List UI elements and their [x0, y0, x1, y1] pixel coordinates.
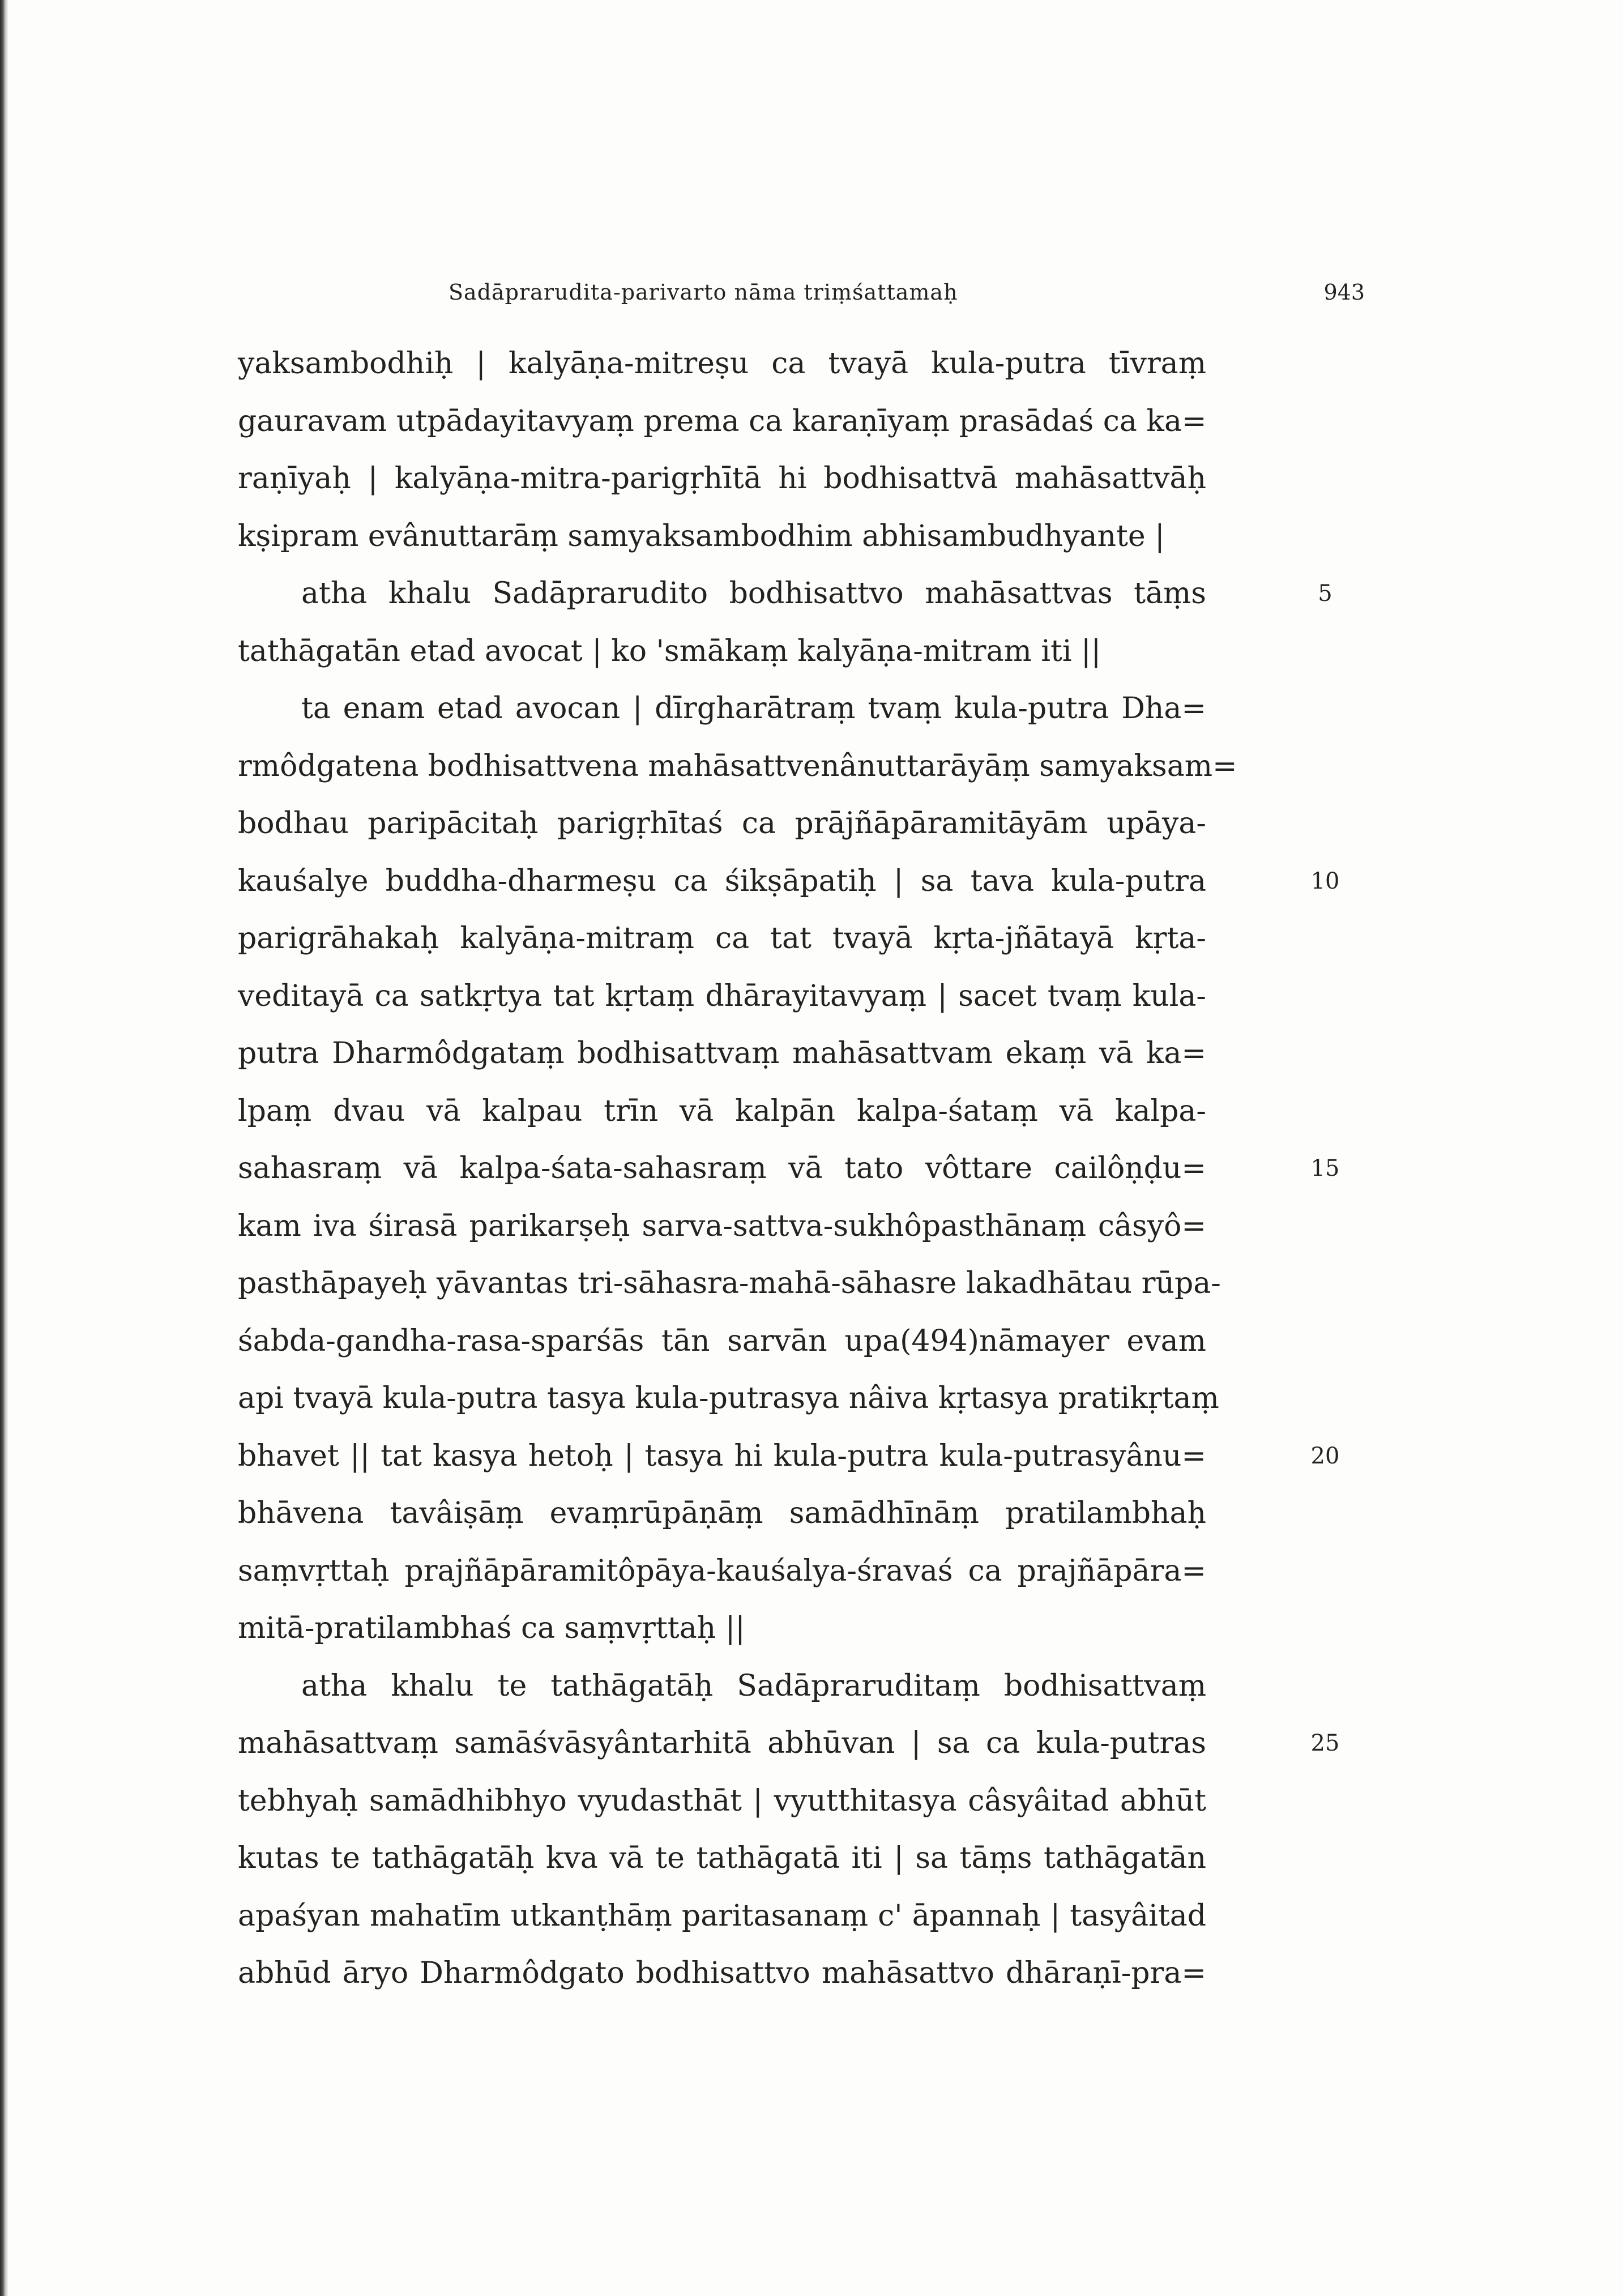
text-line: lpaṃ dvau vā kalpau trīn vā kalpān kalpa-śataṃ vā kalpa-: [238, 1094, 1206, 1128]
text-line: śabda-gandha-rasa-sparśās tān sarvān upa(494)nāmayer evam: [238, 1324, 1206, 1358]
margin-line-number: 20: [1310, 1443, 1340, 1469]
text-line: kṣipram evânuttarāṃ samyaksambodhim abhisambudhyante |: [238, 519, 1165, 553]
text-line: putra Dharmôdgataṃ bodhisattvaṃ mahāsattvam ekaṃ vā ka=: [238, 1036, 1206, 1070]
text-line: saṃvṛttaḥ prajñāpāramitôpāya-kauśalya-śravaś ca prajñāpāra=: [238, 1554, 1206, 1588]
text-line: atha khalu te tathāgatāḥ Sadāpraruditaṃ bodhisattvaṃ: [301, 1668, 1206, 1703]
text-line: api tvayā kula-putra tasya kula-putrasya nâiva kṛtasya pratikṛtaṃ: [238, 1381, 1219, 1415]
text-line: kam iva śirasā parikarṣeḥ sarva-sattva-sukhôpasthānaṃ câsyô=: [238, 1209, 1206, 1243]
text-line: mahāsattvaṃ samāśvāsyântarhitā abhūvan | sa ca kula-putras: [238, 1726, 1206, 1760]
text-line: ta enam etad avocan | dīrgharātraṃ tvaṃ kula-putra Dha=: [301, 692, 1206, 725]
text-line: tathāgatān etad avocat | ko 'smākaṃ kalyāṇa-mitram iti ||: [238, 634, 1101, 668]
text-line: mitā-pratilambhaś ca saṃvṛttaḥ ||: [238, 1611, 745, 1645]
text-line: rmôdgatena bodhisattvena mahāsattvenânuttarāyāṃ samyaksam=: [238, 749, 1237, 783]
text-line: bhavet || tat kasya hetoḥ | tasya hi kula-putra kula-putrasyânu=: [238, 1439, 1206, 1473]
page-spine-edge: [0, 0, 8, 2296]
text-line: raṇīyaḥ | kalyāṇa-mitra-parigṛhītā hi bodhisattvā mahāsattvāḥ: [238, 462, 1206, 496]
text-line: tebhyaḥ samādhibhyo vyudasthāt | vyutthitasya câsyâitad abhūt: [238, 1783, 1206, 1818]
text-line: bhāvena tavâiṣāṃ evaṃrūpāṇāṃ samādhīnāṃ pratilambhaḥ: [238, 1496, 1206, 1530]
margin-line-number: 5: [1318, 581, 1332, 607]
margin-line-number: 25: [1310, 1730, 1340, 1756]
text-line: bodhau paripācitaḥ parigṛhītaś ca prājñāpāramitāyām upāya-: [238, 806, 1206, 840]
text-line: apaśyan mahatīm utkanṭhāṃ paritasanaṃ c' āpannaḥ | tasyâitad: [238, 1898, 1206, 1933]
text-line: yaksambodhiḥ | kalyāṇa-mitreṣu ca tvayā kula-putra tīvraṃ: [238, 347, 1206, 381]
text-line: pasthāpayeḥ yāvantas tri-sāhasra-mahā-sāhasre lakadhātau rūpa-: [238, 1266, 1221, 1300]
text-line: abhūd āryo Dharmôdgato bodhisattvo mahāsattvo dhāraṇī-pra=: [238, 1956, 1206, 1990]
body-text: [238, 335, 1237, 2003]
text-line: kutas te tathāgatāḥ kva vā te tathāgatā iti | sa tāṃs tathāgatān: [238, 1841, 1206, 1875]
margin-line-number: 15: [1310, 1155, 1340, 1181]
text-line: sahasraṃ vā kalpa-śata-sahasraṃ vā tato vôttare cailôṇḍu=: [238, 1151, 1206, 1185]
running-title: Sadāprarudita-parivarto nāma triṃśattamaḥ: [449, 280, 958, 305]
running-head: [238, 280, 1365, 319]
page-number: 943: [1323, 280, 1365, 305]
text-line: kauśalye buddha-dharmeṣu ca śikṣāpatiḥ | sa tava kula-putra: [238, 864, 1206, 898]
text-line: gauravam utpādayitavyaṃ prema ca karaṇīyaṃ prasādaś ca ka=: [238, 404, 1207, 438]
margin-line-number: 10: [1310, 868, 1340, 894]
text-line: atha khalu Sadāprarudito bodhisattvo mahāsattvas tāṃs: [301, 577, 1206, 611]
text-line: parigrāhakaḥ kalyāṇa-mitraṃ ca tat tvayā kṛta-jñātayā kṛta-: [238, 921, 1206, 955]
text-line: veditayā ca satkṛtya tat kṛtaṃ dhārayitavyaṃ | sacet tvaṃ kula-: [238, 979, 1206, 1013]
